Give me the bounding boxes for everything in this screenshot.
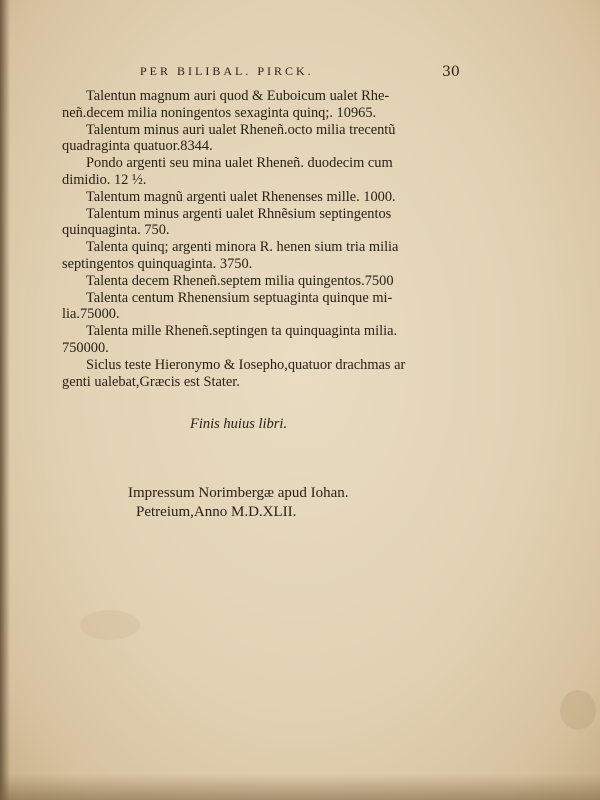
text-line: quadraginta quatuor.8344. (62, 138, 213, 155)
page-number: 30 (442, 64, 460, 80)
text-line: Talenta decem Rheneñ.septem milia quingentos.7500 (86, 272, 394, 289)
colophon-line: Impressum Norimbergæ apud Iohan. (128, 485, 349, 501)
text-line: genti ualebat,Græcis est Stater. (62, 373, 240, 390)
paper-stain (80, 610, 140, 640)
colophon (128, 484, 349, 522)
text-line: neñ.decem milia noningentos sexaginta quinq;. 10965. (62, 104, 377, 121)
text-line: Talentum magnũ argenti ualet Rhenenses mille. 1000. (86, 188, 396, 205)
page-bottom-edge (0, 774, 600, 800)
text-line: Talenta mille Rheneñ.septingen ta quinquaginta milia. (86, 323, 398, 340)
text-line: Talenta quinq; argenti minora R. henen sium tria milia (86, 239, 399, 256)
text-line: Talentum minus argenti ualet Rhnẽsium septingentos (86, 205, 392, 222)
running-head: PER BILIBAL. PIRCK. (140, 64, 314, 78)
text-line: Pondo argenti seu mina ualet Rheneñ. duodecim cum (86, 155, 393, 172)
text-line: lia.75000. (62, 306, 120, 323)
text-line: Talentum minus auri ualet Rheneñ.octo milia trecentũ (86, 121, 396, 138)
page-left-edge (0, 0, 10, 800)
text-line: septingentos quinquaginta. 3750. (62, 255, 253, 272)
body-text (62, 88, 462, 390)
text-line: quinquaginta. 750. (62, 222, 170, 239)
colophon-line: Petreium,Anno M.D.XLII. (136, 504, 297, 520)
text-line: 750000. (62, 339, 109, 356)
text-line: Talenta centum Rhenensium septuaginta quinque mi- (86, 289, 393, 306)
text-line: Talentun magnum auri quod & Euboicum ualet Rhe- (86, 88, 390, 104)
paper-stain (560, 690, 596, 730)
text-line: dimidio. 12 ½. (62, 171, 147, 188)
finis-line: Finis huius libri. (190, 416, 288, 432)
text-line: Siclus teste Hieronymo & Iosepho,quatuor drachmas ar (86, 356, 406, 373)
